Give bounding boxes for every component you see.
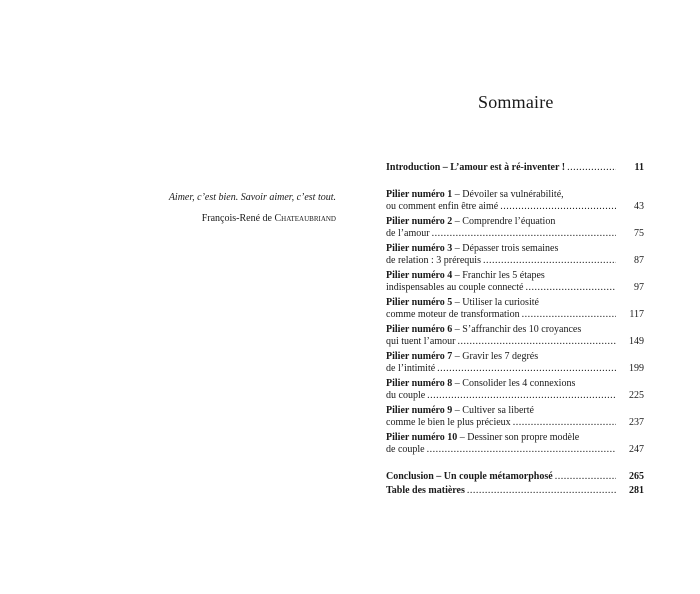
toc-page-number: 247 <box>629 444 644 455</box>
pilier-title-end: comme moteur de transformation <box>386 309 520 320</box>
dot-leader <box>567 162 616 175</box>
toc-entry-second-line <box>386 255 644 268</box>
epigraph <box>76 190 336 227</box>
dot-leader <box>555 471 616 484</box>
toc-entry-pilier-6[interactable] <box>386 324 644 349</box>
toc-entry-second-line <box>386 390 644 403</box>
toc-page-number: 265 <box>629 470 644 482</box>
toc-entry-table-des-matieres[interactable] <box>386 485 644 498</box>
pilier-label: Pilier numéro 4 <box>386 269 453 281</box>
pilier-title-start: – Dévoiler sa vulnérabilité, <box>452 188 564 200</box>
table-of-contents <box>386 162 644 500</box>
toc-entry-pilier-4[interactable] <box>386 270 644 295</box>
pilier-title-end: de couple <box>386 444 425 455</box>
toc-entry-second-line <box>386 282 644 295</box>
toc-entry-first-line <box>386 378 644 391</box>
pilier-title-start: – Gravir les 7 degrés <box>452 350 539 362</box>
author-last-name: Chateaubriand <box>274 213 336 224</box>
pilier-label: Pilier numéro 6 <box>386 323 453 335</box>
toc-entry-label: Conclusion – Un couple métamorphosé <box>386 470 553 482</box>
toc-entry-first-line <box>386 324 644 337</box>
pilier-title-start: – S’affranchir des 10 croyances <box>452 323 582 335</box>
page-title: Sommaire <box>478 92 554 112</box>
toc-entry-first-line <box>386 297 644 310</box>
toc-page-number: 281 <box>629 485 644 496</box>
toc-entry-pilier-1[interactable] <box>386 189 644 214</box>
pilier-label: Pilier numéro 3 <box>386 242 453 254</box>
toc-entry-second-line <box>386 417 644 430</box>
toc-entry-introduction[interactable] <box>386 162 644 175</box>
pilier-title-start: – Cultiver sa liberté <box>452 404 534 416</box>
dot-leader <box>467 485 616 498</box>
toc-page-number: 117 <box>629 309 644 320</box>
toc-entry-pilier-9[interactable] <box>386 405 644 430</box>
toc-entry-first-line <box>386 243 644 256</box>
toc-entry-label: Table des matières <box>386 485 465 496</box>
pilier-title-end: ou comment enfin être aimé <box>386 201 499 212</box>
toc-page-number: 199 <box>629 363 644 374</box>
pilier-title-end: de l’amour <box>386 228 430 239</box>
toc-entry-conclusion[interactable] <box>386 471 644 484</box>
toc-entry-first-line <box>386 216 644 229</box>
toc-page-number: 225 <box>629 390 644 401</box>
toc-page-number: 97 <box>634 282 644 293</box>
toc-entry-pilier-2[interactable] <box>386 216 644 241</box>
toc-entry-first-line <box>386 405 644 418</box>
pilier-label: Pilier numéro 9 <box>386 404 453 416</box>
pilier-label: Pilier numéro 8 <box>386 377 453 389</box>
pilier-label: Pilier numéro 7 <box>386 350 453 362</box>
pilier-title-end: de l’intimité <box>386 363 436 374</box>
toc-entry-first-line <box>386 432 644 445</box>
dot-leader <box>457 336 616 349</box>
pilier-title-start: – Franchir les 5 étapes <box>452 269 545 281</box>
toc-entry-second-line <box>386 228 644 241</box>
toc-entry-pilier-3[interactable] <box>386 243 644 268</box>
pilier-label: Pilier numéro 1 <box>386 188 453 200</box>
toc-entry-pilier-7[interactable] <box>386 351 644 376</box>
dot-leader <box>427 390 616 403</box>
dot-leader <box>525 282 616 295</box>
toc-entry-first-line <box>386 270 644 283</box>
pilier-title-start: – Utiliser la curiosité <box>452 296 539 308</box>
toc-entry-pilier-10[interactable] <box>386 432 644 457</box>
pilier-title-end: comme le bien le plus précieux <box>386 417 511 428</box>
toc-entry-first-line <box>386 189 644 202</box>
pilier-title-end: indispensables au couple connecté <box>386 282 524 293</box>
pilier-label: Pilier numéro 5 <box>386 296 453 308</box>
dot-leader <box>432 228 616 241</box>
toc-entry-pilier-5[interactable] <box>386 297 644 322</box>
pilier-title-start: – Dépasser trois semaines <box>452 242 559 254</box>
pilier-title-start: – Consolider les 4 connexions <box>452 377 576 389</box>
dot-leader <box>513 417 616 430</box>
author-first-name: François-René de <box>201 213 275 224</box>
toc-page-number: 87 <box>634 255 644 266</box>
toc-entry-second-line <box>386 309 644 322</box>
pilier-title-end: du couple <box>386 390 426 401</box>
toc-page-number: 11 <box>634 162 644 173</box>
dot-leader <box>437 363 616 376</box>
toc-entry-second-line <box>386 363 644 376</box>
epigraph-author <box>76 211 336 227</box>
pilier-title-end: de relation : 3 prérequis <box>386 255 481 266</box>
toc-page-number: 237 <box>629 417 644 428</box>
pilier-title-end: qui tuent l’amour <box>386 336 456 347</box>
toc-entry-label: Introduction – L’amour est à ré-inventer ! <box>386 162 566 173</box>
epigraph-quote: Aimer, c’est bien. Savoir aimer, c’est tout. <box>168 192 336 203</box>
toc-page-number: 75 <box>634 228 644 239</box>
pilier-title-start: – Comprendre l’équation <box>452 215 556 227</box>
toc-page-number: 149 <box>629 336 644 347</box>
pilier-title-start: – Dessiner son propre modèle <box>457 431 580 443</box>
dot-leader <box>483 255 616 268</box>
pilier-label: Pilier numéro 2 <box>386 215 453 227</box>
toc-entry-second-line <box>386 201 644 214</box>
dot-leader <box>522 309 616 322</box>
toc-entry-pilier-8[interactable] <box>386 378 644 403</box>
toc-entry-second-line <box>386 444 644 457</box>
toc-entry-first-line <box>386 351 644 364</box>
dot-leader <box>427 444 616 457</box>
toc-entry-second-line <box>386 336 644 349</box>
pilier-label: Pilier numéro 10 <box>386 431 458 443</box>
dot-leader <box>500 201 616 214</box>
toc-page-number: 43 <box>634 201 644 212</box>
